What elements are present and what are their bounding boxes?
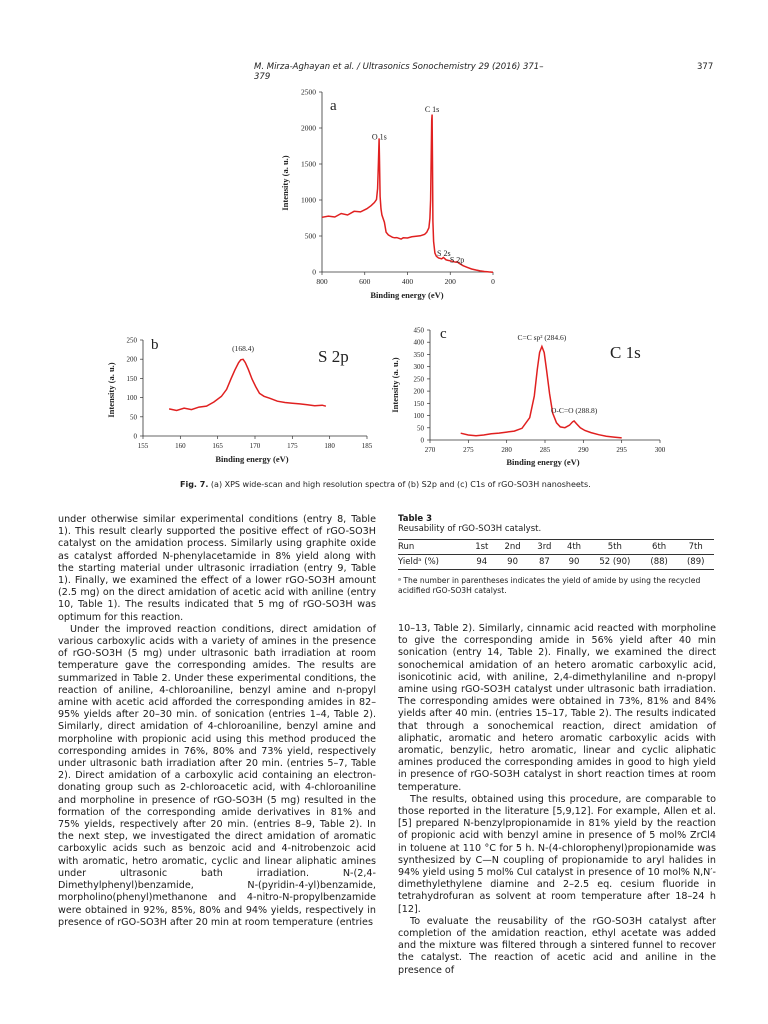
left-column xyxy=(58,514,376,929)
x-tick-label-a: 600 xyxy=(359,277,371,286)
table-cell: (88) xyxy=(650,557,668,567)
y-tick-label-c: 450 xyxy=(413,326,424,335)
peak-label-a: C 1s xyxy=(424,105,440,115)
y-tick-label-a: 0 xyxy=(312,267,316,277)
y-tick-label-c: 100 xyxy=(413,412,424,421)
table-header-row xyxy=(398,540,714,555)
x-tick-label-c: 300 xyxy=(654,446,666,454)
ylabel-a: Intensity (a. u.) xyxy=(280,155,290,211)
x-tick-label-b: 160 xyxy=(175,442,186,450)
spectrum-c-line xyxy=(461,347,622,438)
table-row-label: Yieldᵃ (%) xyxy=(398,557,439,567)
y-tick-label-b: 0 xyxy=(133,432,137,441)
ylabel-c: Intensity (a. u.) xyxy=(390,357,400,413)
peak-label-a: S 2s xyxy=(437,249,451,259)
left-paragraph-2: Under the improved reaction conditions, direct amidation of various carboxylic acids with a variety of amines in the presence of rGO-SO3H (5 mg) under ultrasonic bath irradiation at room temperature gave the corresponding amides. The results are summarized in Table 2. Under these experimental conditions, the reaction of aniline, 4-chloroaniline, benzyl amine and n-propyl amine with acetic acid afforded the corresponding amides in 82–95% yields after 20–30 min. of sonication (entries 1–4, Table 2). Similarly, direct amidation of 4-chloroaniline, benzyl amine and morpholine with propionic acid using this method produced the corresponding amides in 76%, 80% and 73% yield, respectively under ultrasonic bath irradiation after 20 min. (entries 5–7, Table 2). Direct amidation of a carboxylic acid containing an electron-donating group such as 2-chloroacetic acid, with 4-chloroaniline and morpholine in presence of rGO-SO3H (5 mg) resulted in the formation of the corresponding amide derivatives in 81% and 75% yields, respectively after 20 min. (entries 8–9, Table 2). In the next step, we investigated the direct amidation of aromatic carboxylic acids such as benzoic acid and 4-nitrobenzoic acid with aromatic, hetro aromatic, cyclic and linear aliphatic amines under ultrasonic bath irradiation. N-(2,4-Dimethylphenyl)benzamide, N-(pyridin-4-yl)benzamide, morpholino(phenyl)methanone and 4-nitro-N-propylbenzamide were obtained in 92%, 85%, 80% and 94% yields, respectively in presence of rGO-SO3H after 20 min at room temperature (entries xyxy=(58,623,376,928)
panel-letter-a: a xyxy=(330,98,337,114)
x-tick-label-a: 200 xyxy=(444,277,456,286)
panel-letter-c: c xyxy=(440,326,447,342)
x-tick-label-b: 180 xyxy=(324,442,335,450)
annotations-c xyxy=(518,333,598,415)
table-header-cell: 3rd xyxy=(537,542,552,552)
x-tick-label-c: 270 xyxy=(424,446,436,454)
table-cell: 87 xyxy=(538,557,550,567)
y-tick-label-a: 500 xyxy=(304,231,316,241)
figure-caption xyxy=(180,480,620,489)
peak-label-c: C=C sp² (284.6) xyxy=(517,332,567,342)
spectrum-b-line xyxy=(169,359,326,410)
x-tick-label-c: 285 xyxy=(539,446,551,454)
y-tick-label-b: 250 xyxy=(126,336,137,345)
x-tick-label-c: 295 xyxy=(616,446,627,454)
page-number: 377 xyxy=(697,62,714,72)
y-tick-label-a: 1500 xyxy=(301,159,316,169)
table-header-cell: 6th xyxy=(652,542,667,552)
figure-caption-label: Fig. 7. xyxy=(180,480,209,489)
figure-caption-text: (a) XPS wide-scan and high resolution spectra of (b) S2p and (c) C1s of rGO-SO3H nanosheets. xyxy=(210,480,591,489)
peak-label-b: (168.4) xyxy=(232,343,254,353)
y-tick-label-b: 50 xyxy=(130,413,137,422)
panel-label-c: C 1s xyxy=(610,343,641,362)
table-cell: 90 xyxy=(568,557,580,567)
table-header-cell: 1st xyxy=(475,542,489,552)
x-tick-label-a: 400 xyxy=(401,277,414,286)
y-tick-label-a: 2500 xyxy=(301,87,316,97)
table-row xyxy=(398,555,714,570)
xlabel-b: Binding energy (eV) xyxy=(215,454,289,464)
table-cell: (89) xyxy=(686,557,705,567)
y-tick-label-a: 1000 xyxy=(301,195,316,205)
table-3 xyxy=(398,514,714,596)
spectrum-a-line xyxy=(322,115,493,273)
x-tick-label-a: 800 xyxy=(316,277,328,286)
left-paragraph-1: under otherwise similar experimental conditions (entry 8, Table 1). This result clearly supported the positive effect of rGO-SO3H catalyst on the amidation process. Similarly using graphite oxide as catalyst afforded N-phenylacetamide in 8% yield along with the starting material under ultrasonic irradiation (entry 9, Table 1). Finally, we examined the effect of a lower rGO-SO3H amount (2.5 mg) on the direct amidation of acetic acid with aniline (entry 10, Table 1). The results indicated that 5 mg of rGO-SO3H was optimum for this reaction. xyxy=(58,514,376,623)
y-tick-label-b: 100 xyxy=(126,394,137,403)
peak-label-a: S 2p xyxy=(449,255,465,265)
y-tick-label-a: 2000 xyxy=(301,123,316,133)
reusability-table xyxy=(398,540,714,570)
y-tick-label-c: 50 xyxy=(417,424,424,433)
ylabel-b: Intensity (a. u.) xyxy=(106,362,116,418)
panel-b xyxy=(106,337,373,465)
xlabel-a: Binding energy (eV) xyxy=(370,290,444,300)
panel-letter-b: b xyxy=(151,337,159,353)
ticks-a xyxy=(301,88,495,287)
peak-label-c: O-C=O (288.8) xyxy=(550,406,598,416)
right-column xyxy=(398,623,716,977)
y-tick-label-c: 150 xyxy=(413,399,424,408)
panel-a xyxy=(280,88,495,301)
peak-label-a: O 1s xyxy=(371,132,387,142)
running-title: M. Mirza-Aghayan et al. / Ultrasonics Sonochemistry 29 (2016) 371–379 xyxy=(254,62,544,82)
axes-a xyxy=(322,92,493,272)
xlabel-c: Binding energy (eV) xyxy=(506,457,580,467)
y-tick-label-b: 150 xyxy=(126,374,137,383)
right-paragraph-3: To evaluate the reusability of the rGO-SO3H catalyst after completion of the amidation reaction, ethyl acetate was added and the mixture was filtered through a sintered funnel to recover the catalyst. The reaction of acetic acid and aniline in the presence of xyxy=(398,915,716,976)
panel-c xyxy=(390,326,666,467)
table-header-cell: Run xyxy=(398,542,415,552)
annotations-b xyxy=(232,344,254,353)
table-subtitle: Reusability of rGO-SO3H catalyst. xyxy=(398,524,542,534)
table-footnote: ᵃ The number in parentheses indicates the yield of amide by using the recycled acidified rGO-SO3H catalyst. xyxy=(398,576,701,595)
right-paragraph-1: 10–13, Table 2). Similarly, cinnamic acid reacted with morpholine to give the corresponding amide in 56% yield after 40 min sonication (entry 14, Table 2). Finally, we examined the direct sonochemical amidation of an hetero aromatic carboxylic acid, isonicotinic acid, with aniline, 2,4-dimethylaniline and n-propyl amine using rGO-SO3H catalyst under ultrasonic bath irradiation. The corresponding amides were obtained in 73%, 81% and 84% yields after 40 min. (entries 15–17, Table 2). The results indicated that through a sonochemical reaction, direct amidation of aliphatic, aromatic and hetero aromatic carboxylic acids with aromatic, benzylic, hetro aromatic, linear and cyclic aliphatic amines produced the corresponding amides in good to high yield in presence of rGO-SO3H catalyst in short reaction times at room temperature. xyxy=(398,623,716,793)
y-tick-label-c: 0 xyxy=(420,436,424,445)
y-tick-label-c: 350 xyxy=(413,350,424,359)
table-cell: 94 xyxy=(476,557,488,567)
x-tick-label-b: 165 xyxy=(212,442,223,450)
x-tick-label-b: 170 xyxy=(249,442,261,450)
table-header-cell: 4th xyxy=(566,542,582,552)
annotations-a xyxy=(372,105,464,264)
y-tick-label-c: 400 xyxy=(413,338,424,347)
y-tick-label-c: 300 xyxy=(413,363,424,372)
right-paragraph-2: The results, obtained using this procedure, are comparable to those reported in the literature [5,9,12]. For example, Allen et al. [5] prepared N-benzylpropionamide in 81% yield by the reaction of propionic acid with benzyl amine in presence of 5 mol% ZrCl4 in toluene at 110 °C for 5 h. N-(4-chlorophenyl)propionamide was synthesized by C—N coupling of propionamide to aryl halides in 94% yield using 5 mol% CuI catalyst in presence of 10 mol% N,N′-dimethylethylene diamine and 2–2.5 eq. cesium fluoride in tetrahydrofuran as solvent at room temperature after 18–24 h [12]. xyxy=(398,793,716,915)
x-tick-label-c: 275 xyxy=(463,446,474,454)
x-tick-label-b: 185 xyxy=(361,442,373,450)
x-tick-label-a: 0 xyxy=(491,277,495,286)
panel-label-b: S 2p xyxy=(318,347,349,366)
figure-7 xyxy=(0,0,768,500)
table-header-cell: 2nd xyxy=(504,542,521,552)
table-title: Table 3 xyxy=(398,514,433,524)
table-cell: 52 (90) xyxy=(599,557,631,567)
table-cell: 90 xyxy=(507,557,518,567)
x-tick-label-c: 280 xyxy=(501,446,512,454)
y-tick-label-b: 200 xyxy=(126,355,137,364)
x-tick-label-b: 155 xyxy=(137,442,149,450)
table-header-cell: 5th xyxy=(607,542,622,552)
x-tick-label-c: 290 xyxy=(578,446,589,454)
y-tick-label-c: 250 xyxy=(413,375,424,384)
table-header-cell: 7th xyxy=(688,542,703,552)
x-tick-label-b: 175 xyxy=(287,442,298,450)
y-tick-label-c: 200 xyxy=(413,387,424,396)
